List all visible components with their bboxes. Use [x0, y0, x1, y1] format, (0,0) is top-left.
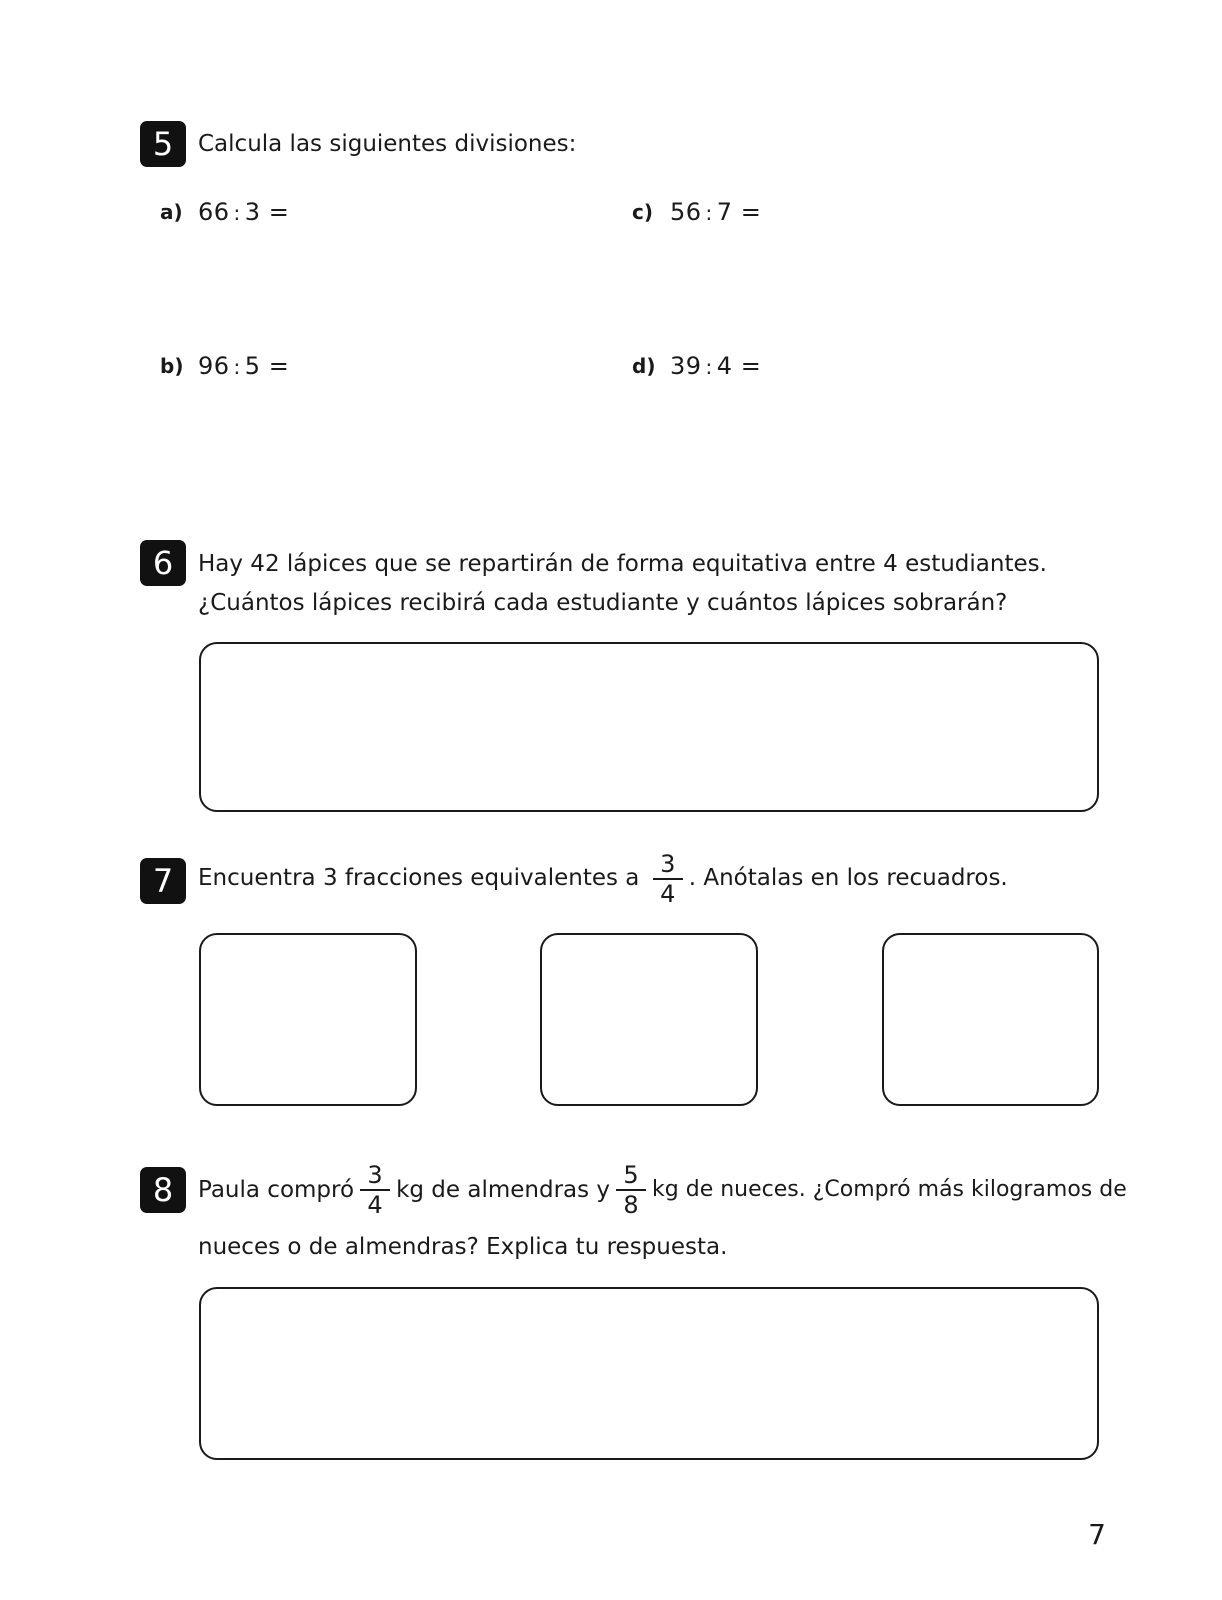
question-8-line-2: nueces o de almendras? Explica tu respuesta. — [198, 1234, 728, 1260]
item-c-equals: = — [740, 198, 762, 226]
item-b-dividend: 96 — [198, 352, 230, 380]
fraction-walnuts — [616, 1163, 646, 1217]
item-c-dividend: 56 — [670, 198, 702, 226]
question-8-number: 8 — [140, 1167, 186, 1213]
item-b-expression — [198, 351, 289, 382]
question-5-number: 5 — [140, 121, 186, 167]
question-8-answer-box[interactable] — [199, 1287, 1099, 1460]
fraction-answer-box-2[interactable] — [540, 933, 758, 1106]
question-6-line-1: Hay 42 lápices que se repartirán de forma equitativa entre 4 estudiantes. — [198, 551, 1047, 577]
item-b-label: b) — [160, 354, 184, 378]
question-6-answer-box[interactable] — [199, 642, 1099, 812]
item-a-colon: : — [233, 201, 241, 225]
item-b-equals: = — [268, 352, 290, 380]
fraction-answer-box-1[interactable] — [199, 933, 417, 1106]
item-b-divisor: 5 — [244, 352, 261, 380]
item-c-label: c) — [632, 200, 653, 224]
fraction-denominator: 8 — [623, 1191, 639, 1219]
question-8-line-1 — [198, 1161, 1127, 1219]
item-a-label: a) — [160, 200, 183, 224]
item-c-divisor: 7 — [716, 198, 733, 226]
item-a-expression — [198, 197, 289, 228]
item-d-dividend: 39 — [670, 352, 702, 380]
question-7-text-before: Encuentra 3 fracciones equivalentes a — [198, 865, 640, 891]
item-b-colon: : — [233, 355, 241, 379]
fraction-denominator: 4 — [367, 1191, 383, 1219]
fraction-numerator: 3 — [367, 1161, 383, 1189]
fraction-denominator: 4 — [660, 879, 676, 908]
question-6-number: 6 — [140, 540, 186, 586]
item-d-colon: : — [705, 355, 713, 379]
question-6-line-2: ¿Cuántos lápices recibirá cada estudiante y cuántos lápices sobrarán? — [198, 590, 1008, 616]
page-number: 7 — [1088, 1518, 1106, 1551]
fraction-numerator: 5 — [623, 1161, 639, 1189]
item-a-equals: = — [268, 198, 290, 226]
fraction-almonds — [360, 1163, 390, 1217]
item-d-divisor: 4 — [716, 352, 733, 380]
question-7-prompt — [198, 850, 1008, 906]
question-5-prompt: Calcula las siguientes divisiones: — [198, 131, 577, 157]
fraction-numerator: 3 — [660, 849, 676, 878]
item-d-expression — [670, 351, 761, 382]
question-8-text-2: kg de almendras y — [396, 1177, 611, 1203]
item-a-dividend: 66 — [198, 198, 230, 226]
question-8-text-3: kg de nueces. ¿Compró más kilogramos de — [652, 1177, 1127, 1202]
fraction-answer-box-3[interactable] — [882, 933, 1099, 1106]
item-d-equals: = — [740, 352, 762, 380]
item-d-label: d) — [632, 354, 656, 378]
item-c-expression — [670, 197, 761, 228]
question-7-text-after: . Anótalas en los recuadros. — [688, 865, 1008, 891]
question-8-text-1: Paula compró — [198, 1177, 355, 1203]
item-a-divisor: 3 — [244, 198, 261, 226]
fraction-three-quarters — [653, 849, 683, 908]
question-7-number: 7 — [140, 858, 186, 904]
item-c-colon: : — [705, 201, 713, 225]
